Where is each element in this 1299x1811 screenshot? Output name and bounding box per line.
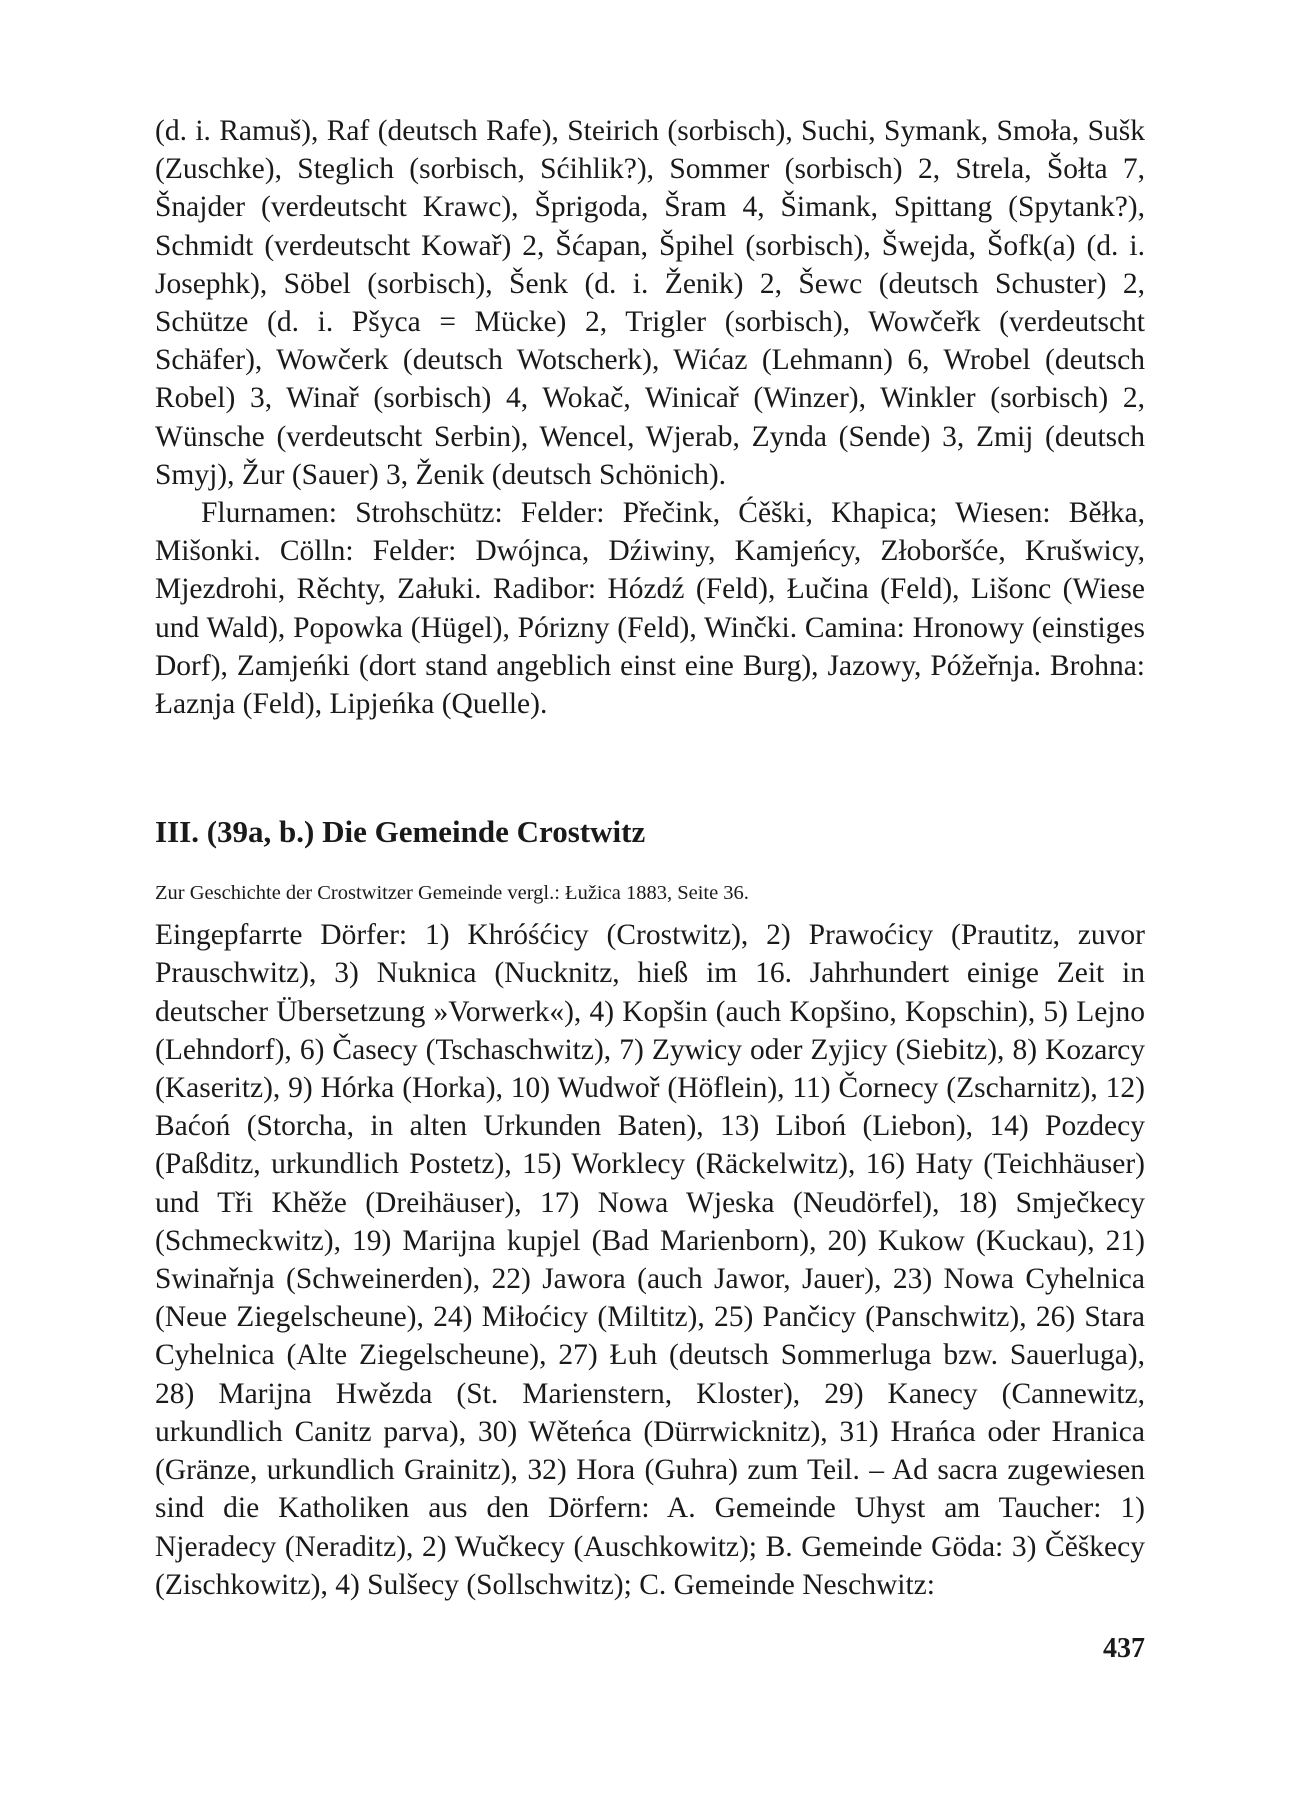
parish-villages-paragraph: Eingepfarrte Dörfer: 1) Khróśćicy (Crostwitz), 2) Prawoćicy (Prautitz, zuvor Prauschwitz), 3) Nuknica (Nucknitz, hieß im 16. Jahrhundert einige Zeit in deutscher Übersetzung »Vorwerk«), 4) Kopšin (auch Kopšino, Kopschin), 5) Lejno (Lehndorf), 6) Časecy (Tschaschwitz), 7) Zywicy oder Zyjicy (Siebitz), 8) Kozarcy (Kaseritz), 9) Hórka (Horka), 10) Wudwoř (Höflein), 11) Čornecy (Zscharnitz), 12) Baćoń (Storcha, in alten Urkunden Baten), 13) Liboń (Liebon), 14) Pozdecy (Paßditz, urkundlich Postetz), 15) Worklecy (Räckelwitz), 16) Haty (Teichhäuser) und Tři Khěže (Dreihäuser), 17) Nowa Wjeska (Neudörfel), 18) Smječkecy (Schmeckwitz), 19) Marijna kupjel (Bad Marienborn), 20) Kukow (Kuckau), 21) Swinařnja (Schweinerden), 22) Jawora (auch Jawor, Jauer), 23) Nowa Cyhelnica (Neue Ziegelscheune), 24) Miłoćicy (Miltitz), 25) Pančicy (Panschwitz), 26) Stara Cyhelnica (Alte Ziegelscheune), 27) Łuh (deutsch Sommerluga bzw. Sauerluga), 28) Marijna Hwězda (St. Marienstern, Kloster), 29) Kanecy (Cannewitz, urkundlich Canitz parva), 30) Wěteńca (Dürrwicknitz), 31) Hrańca oder Hranica (Gränze, urkundlich Grainitz), 32) Hora (Guhra) zum Teil. – Ad sacra zugewiesen sind die Katholiken aus den Dörfern: A. Gemeinde Uhyst am Taucher: 1) Njeradecy (Neraditz), 2) Wučkecy (Auschkowitz); B. Gemeinde Göda: 3) Čěškecy (Zischkowitz), 4) Sulšecy (Sollschwitz); C. Gemeinde Neschwitz: [155, 919, 1145, 1601]
surname-list-paragraph: (d. i. Ramuš), Raf (deutsch Rafe), Steirich (sorbisch), Suchi, Symank, Smoła, Sušk (Zuschke), Steglich (sorbisch, Sćihlik?), Sommer (sorbisch) 2, Strela, Šołta 7, Šnajder (verdeutscht Krawc), Šprigoda, Šram 4, Šimank, Spittang (Spytank?), Schmidt (verdeutscht Kowař) 2, Šćapan, Špihel (sorbisch), Šwejda, Šofk(a) (d. i. Josephk), Söbel (sorbisch), Šenk (d. i. Ženik) 2, Šewc (deutsch Schuster) 2, Schütze (d. i. Pšyca = Mücke) 2, Trigler (sorbisch), Wowčeřk (verdeutscht Schäfer), Wowčerk (deutsch Wotscherk), Wićaz (Lehmann) 6, Wrobel (deutsch Robel) 3, Winař (sorbisch) 4, Wokač, Winicař (Winzer), Winkler (sorbisch) 2, Wünsche (verdeutscht Serbin), Wencel, Wjerab, Zynda (Sende) 3, Zmij (deutsch Smyj), Žur (Sauer) 3, Ženik (deutsch Schönich). [155, 115, 1145, 491]
book-page [155, 112, 1145, 1604]
section-note: Zur Geschichte der Crostwitzer Gemeinde vergl.: Łužica 1883, Seite 36. [155, 882, 749, 905]
section-heading: III. (39a, b.) Die Gemeinde Crostwitz [155, 814, 646, 850]
field-names-paragraph: Flurnamen: Strohschütz: Felder: Přečink, Ćěški, Khapica; Wiesen: Běłka, Mišonki. Cölln: Felder: Dwójnca, Dźiwiny, Kamjeńcy, Złoboršće, Krušwicy, Mjezdrohi, Rěchty, Załuki. Radibor: Hózdź (Feld), Łučina (Feld), Lišonc (Wiese und Wald), Popowka (Hügel), Pórizny (Feld), Winčki. Camina: Hronowy (einstiges Dorf), Zamjeńki (dort stand angeblich einst eine Burg), Jazowy, Póžeřnja. Brohna: Łaznja (Feld), Lipjeńka (Quelle). [155, 497, 1145, 721]
page-number: 437 [1103, 1633, 1145, 1664]
